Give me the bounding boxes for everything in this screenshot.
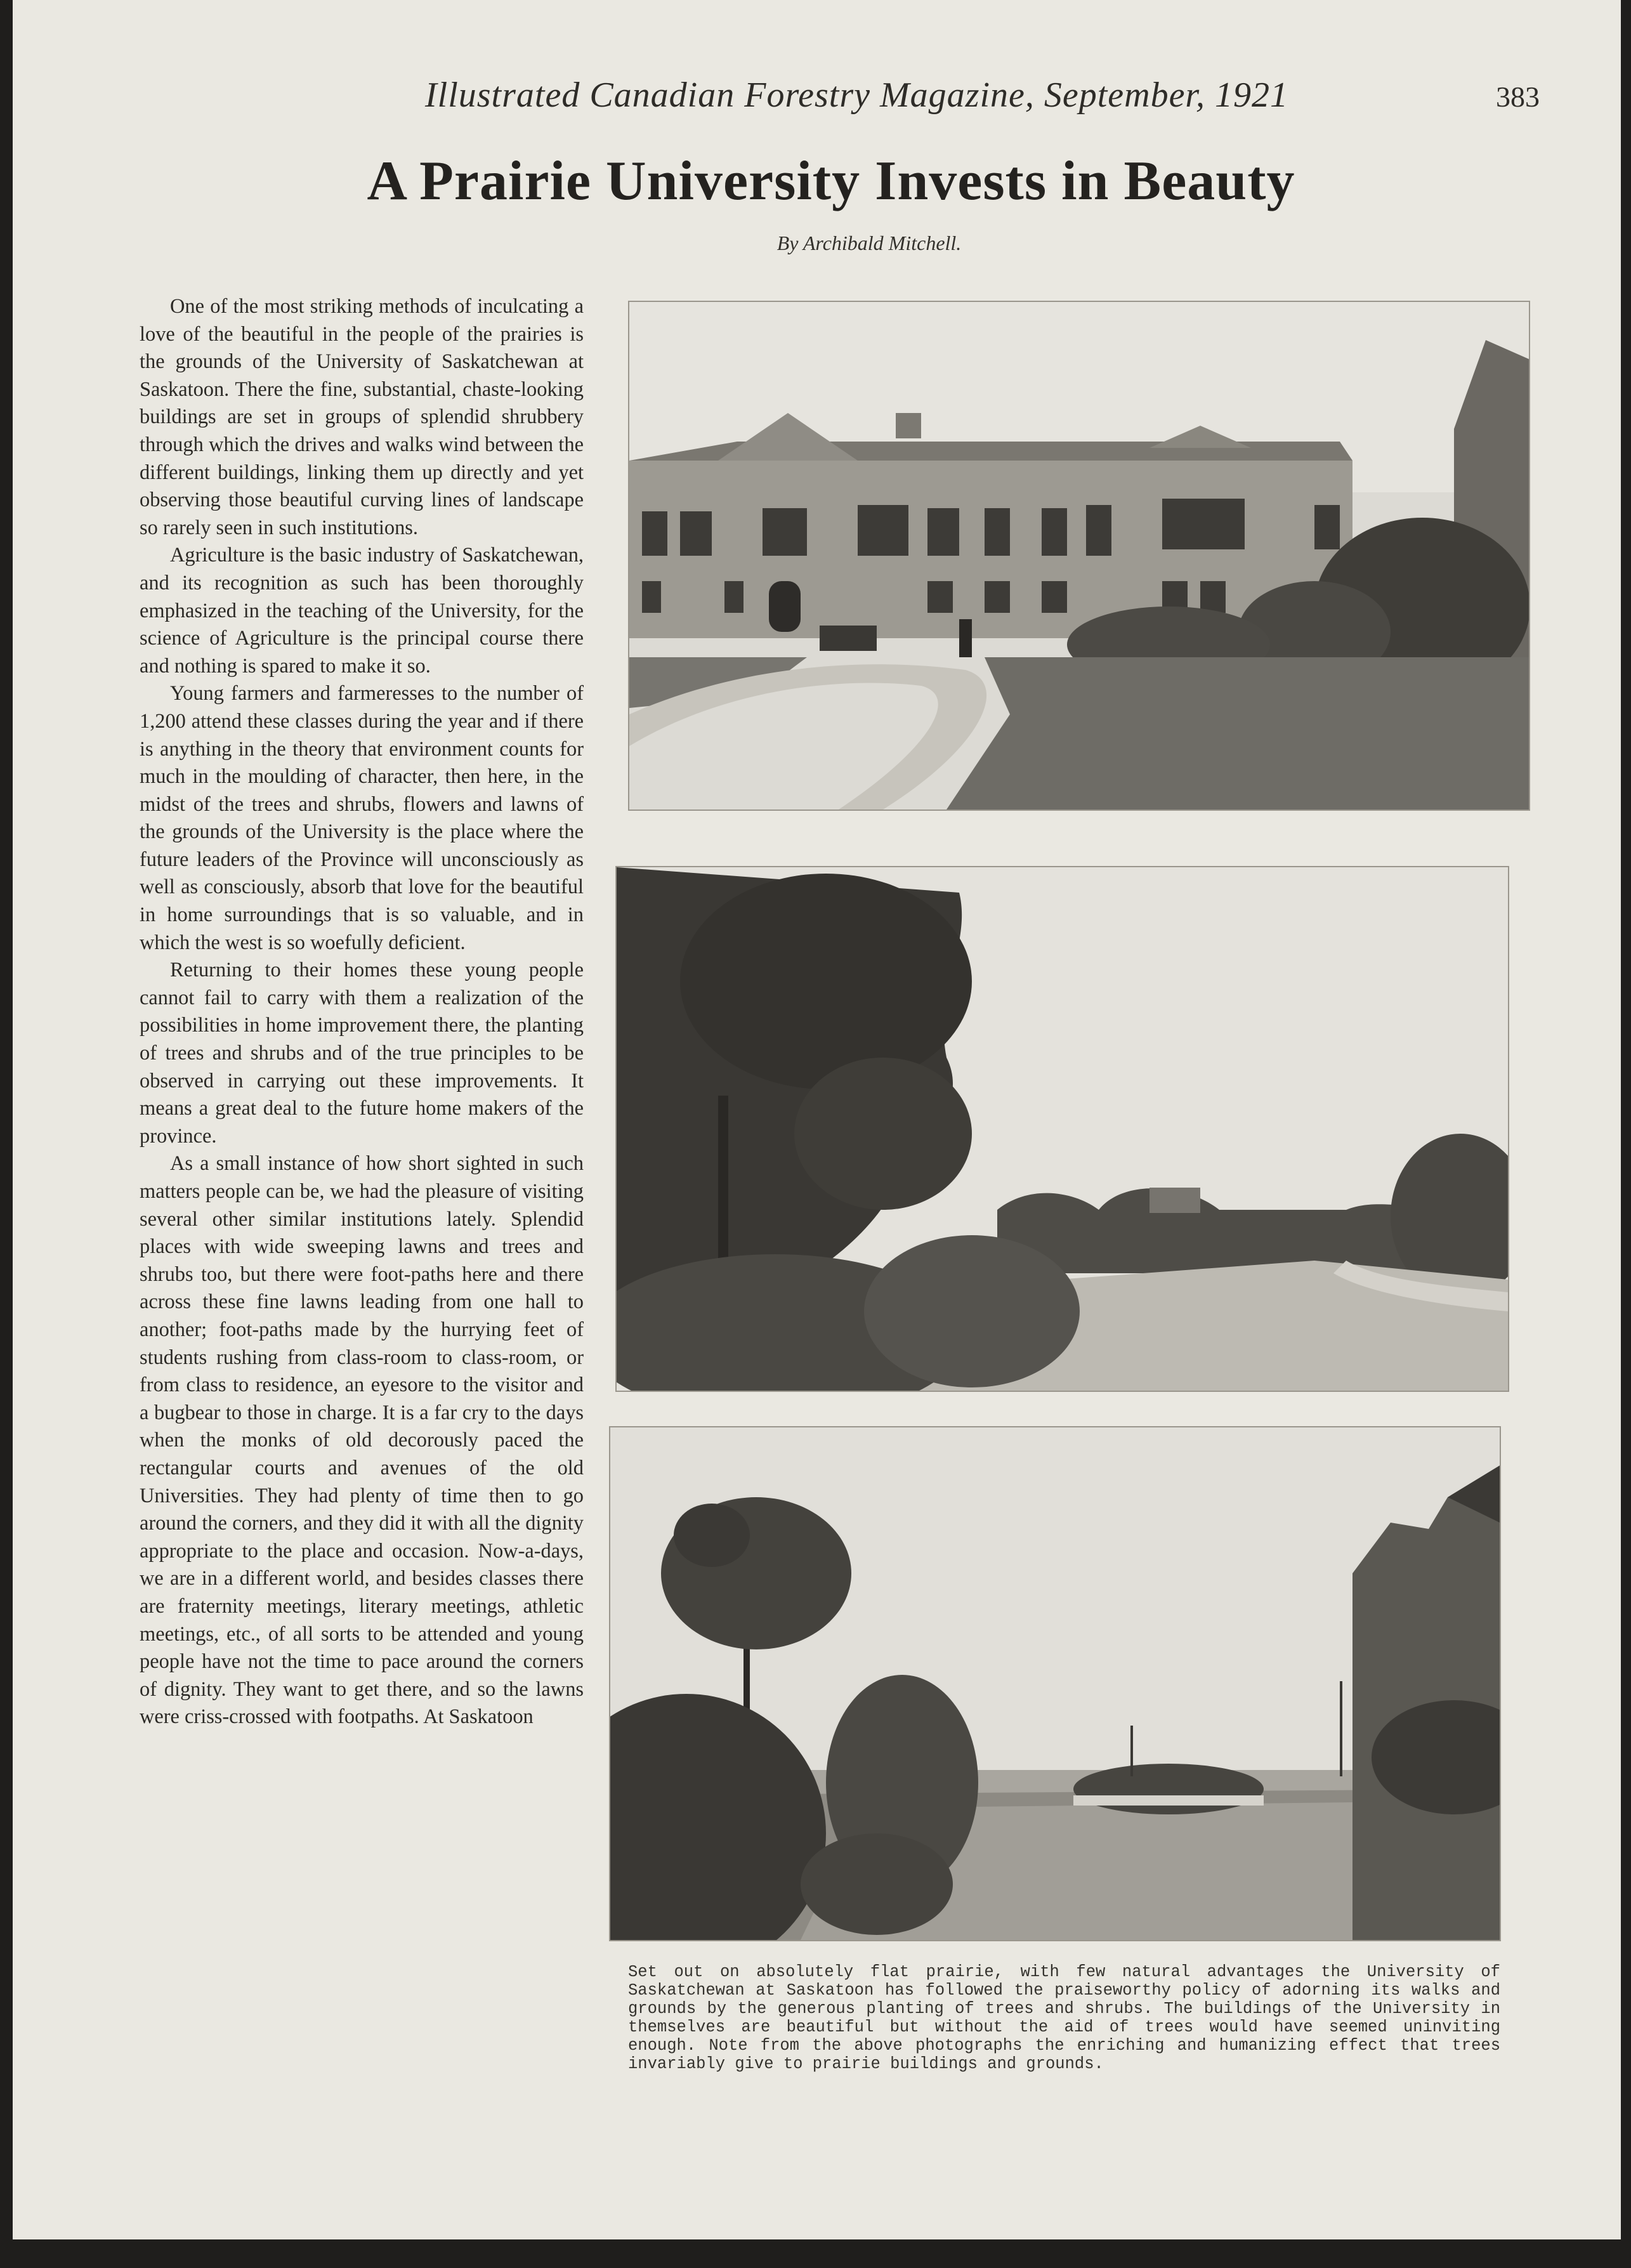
photo-campus-grounds [609, 1426, 1501, 1941]
photo-caption: Set out on absolutely flat prairie, with few natural advantages the University of Saskatchewan at Saskatoon has followed the praiseworthy policy of adorning its walks and grounds by the generous planting of trees and shrubs. The buildings of the University in themselves are beautiful but without the aid of trees would have seemed uninviting enough. Note from the above photographs the enriching and humanizing effect that trees invariably give to prairie buildings and grounds. [628, 1963, 1500, 2073]
photo-university-building [628, 301, 1530, 811]
photo-campus-drive [615, 866, 1509, 1392]
paragraph: Young farmers and farmeresses to the number of 1,200 attend these classes during the year and if there is anything in the theory that environment counts for much in the moulding of character, then here, in the midst of the trees and shrubs, flowers and lawns of the grounds of the University is the place where the future leaders of the Province will unconsciously as well as consciously, absorb that love for the beautiful in home surroundings that is so valuable, and in which the west is so woefully deficient. [140, 682, 584, 954]
article-title: A Prairie University Invests in Beauty [367, 150, 1295, 212]
magazine-page [13, 0, 1621, 2239]
article-body [140, 293, 584, 2088]
page-number: 383 [1496, 81, 1540, 113]
paragraph: As a small instance of how short sighted in such matters people can be, we had the pleasure of visiting several other similar institutions lately. Splendid places with wide sweeping lawns and trees and shrubs too, but there were foot-paths here and there across these fine lawns leading from one hall to another; foot-paths made by the hurrying feet of students rushing from class-room to class-room, or from class to residence, an eyesore to the visitor and a bugbear to those in charge. It is a far cry to the days when the monks of old decorously paced the rectangular courts and avenues of the old Universities. They had plenty of time then to go around the corners, and they did it with all the dignity appropriate to the place and occasion. Now-a-days, we are in a different world, and besides classes there are fraternity meetings, literary meetings, athletic meetings, etc., of all sorts to be attended and young people have not the time to pace around the corners of dignity. They want to get there, and so the lawns were criss-crossed with footpaths. At Saskatoon [140, 1152, 584, 1729]
byline: By Archibald Mitchell. [776, 232, 962, 254]
paragraph: Returning to their homes these young people cannot fail to carry with them a realization of the possibilities in home improvement there, the planting of trees and shrubs and of the true principles to be observed in carrying out these improvements. It means a great deal to the future home makers of the province. [140, 959, 584, 1148]
paragraph: Agriculture is the basic industry of Saskatchewan, and its recognition as such has been thoroughly emphasized in the teaching of the University, for the science of Agriculture is the principal course there and nothing is spared to make it so. [140, 544, 584, 678]
running-head: Illustrated Canadian Forestry Magazine, September, 1921 [425, 75, 1289, 115]
paragraph: One of the most striking methods of inculcating a love of the beautiful in the people of the prairies is the grounds of the University of Saskatchewan at Saskatoon. There the fine, substantial, chaste-looking buildings are set in groups of splendid shrubbery through which the drives and walks wind between the different buildings, linking them up directly and yet observing those beautiful curving lines of landscape so rarely seen in such institutions. [140, 295, 584, 539]
